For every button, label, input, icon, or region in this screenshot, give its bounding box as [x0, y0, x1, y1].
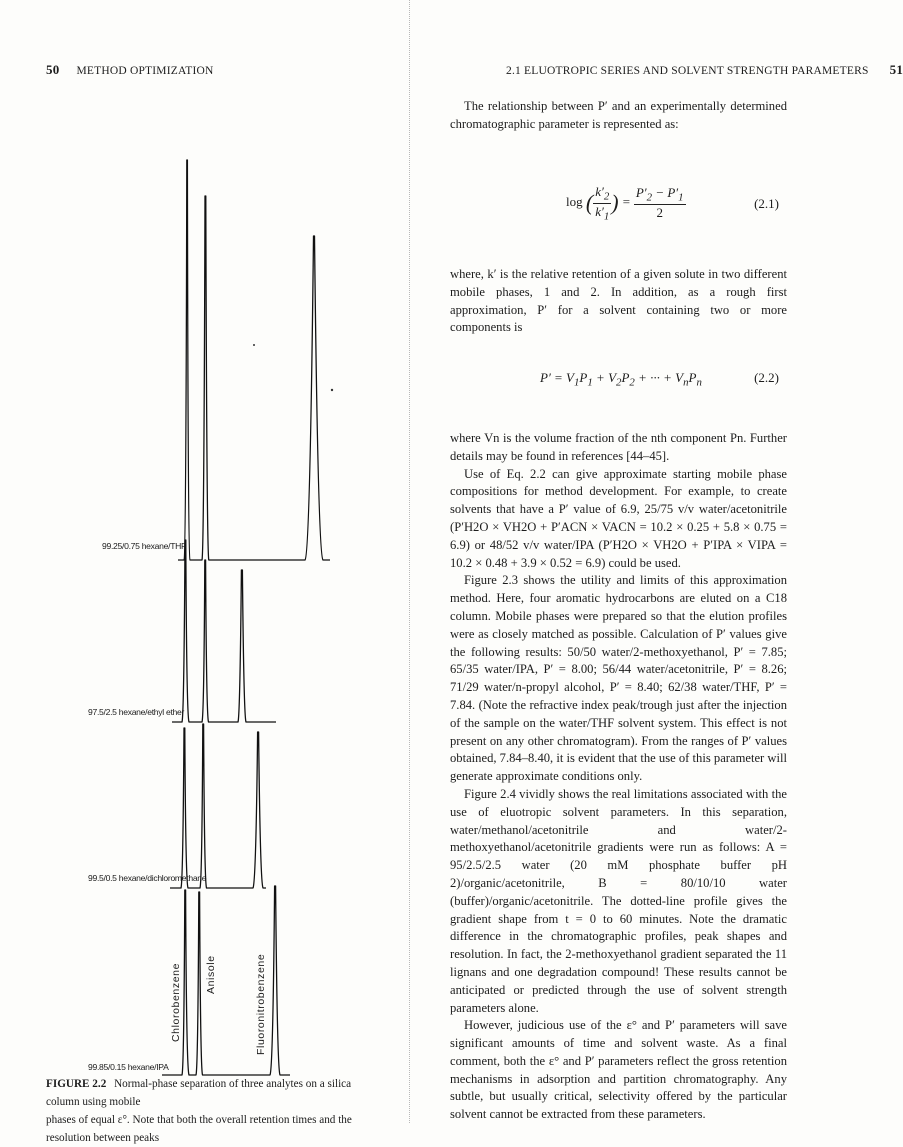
chromatogram-label: 97.5/2.5 hexane/ethyl ether [88, 707, 185, 717]
equation-formula: log ( $\frac{k'_2}{k'_1}$ ) = $\frac{P'_2 - P'_1}{2}$ [566, 184, 684, 223]
speck-mark [331, 389, 333, 391]
equation-formula: $P' = V_1P_1 + V_2P_2$ + ··· + $V_nP_n$ [540, 370, 702, 389]
paragraph: where, k′ is the relative retention of a given solute in two different mobile phases, 1 and 2. In addition, as a rough first approximation, P′ for a solvent containing two or more components is [450, 267, 787, 335]
chromatogram-label: 99.85/0.15 hexane/IPA [88, 1062, 169, 1072]
paragraph: Figure 2.4 vividly shows the real limitations associated with the use of eluotropic solvent parameters. In this separation, water/methanol/acetonitrile and water/2-methoxyethanol/acetonitrile gradients were run as follows: A = 95/2.5/2.5 water (20 mM phosphate buffer pH 2)/organic/acetonitrile, B = 80/10/10 water (buffer)/organic/acetonitrile. The dotted-line profile gives the gradient shape from t = 0 to 60 minutes. Note the dramatic difference in the chromatographic profiles, peak shapes and resolution. In fact, the 2-methoxyethanol gradient separated the 11 lignans and one degradation compound! These results cannot be anticipated or predicted through the use of solvent strength parameters alone. [450, 786, 787, 1015]
equation-number: (2.2) [754, 370, 779, 385]
paragraph: where Vn is the volume fraction of the nth component Pn. Further details may be found in references [44–45]. [450, 431, 787, 463]
page-number-right: 51 [889, 62, 903, 77]
compound-label-chlorobenzene: Chlorobenzene [170, 962, 182, 1042]
paragraph: The relationship between P′ and an experimentally determined chromatographic parameter is represented as: [450, 99, 787, 131]
compound-label-anisole: Anisole [205, 955, 217, 994]
body-column-middle [450, 266, 787, 337]
equation-2-1 [450, 178, 787, 238]
compound-label-fluoronitrobenzene: Fluoronitrobenzene [255, 953, 267, 1055]
body-column-top [450, 98, 787, 134]
page-number-left: 50 [46, 62, 60, 77]
chromatogram-label: 99.5/0.5 hexane/dichloromethane [88, 873, 207, 883]
trace-hexane-thf [178, 160, 330, 560]
paragraph: Figure 2.3 shows the utility and limits of this approximation method. Here, four aromatic hydrocarbons are eluted on a C18 column. Mobile phases were prepared so that the elution profiles were as closely matched as possible. Calculation of P′ values give the following results: 50/50 water/2-methoxyethanol, P′ = 7.85; 65/35 water/IPA, P′ = 8.00; 56/44 water/acetonitrile, P′ = 8.26; 71/29 water/n-propyl alcohol, P′ = 8.40; 62/38 water/THF, P′ = 7.84. (Note the refractive index peak/trough just after the injection of the sample on the water/THF solvent system. This effect is not present on any other chromatogram). From the ranges of P′ values obtained, 7.84–8.40, it is evident that the use of this parameter will generate approximate conditions only. [450, 573, 787, 784]
running-head-right [506, 62, 903, 78]
paragraph: Use of Eq. 2.2 can give approximate starting mobile phase compositions for method development. For example, to create solvents that have a P′ value of 6.9, 25/75 v/v water/acetonitrile (P′H2O × VH2O + P′ACN × VACN = 10.2 × 0.25 + 5.8 × 0.75 = 6.9) or 48/52 v/v water/IPA (P′H2O × VH2O + P′IPA × VIPA = 10.2 × 0.48 + 3.9 × 0.52 = 6.9) could be used. [450, 466, 787, 570]
body-column-bottom [450, 430, 787, 1124]
trace-hexane-dichloromethane [170, 724, 266, 888]
chapter-title: METHOD OPTIMIZATION [76, 65, 214, 77]
speck-mark [253, 344, 255, 346]
paragraph: However, judicious use of the ε° and P′ parameters will save significant amounts of time and solvent waste. As a final comment, both the ε° and P′ parameters reflect the gross retention mechanisms in adsorption and partition chromatography. Any subtle, but usually critical, selectivity offered by the particular solvent cannot be extracted from these parameters. [450, 1018, 787, 1122]
equation-number: (2.1) [754, 196, 779, 211]
figure-caption-line: phases of equal ε°. Note that both the overall retention times and the resolution between peaks [46, 1114, 352, 1144]
equation-2-2 [450, 370, 787, 394]
chromatogram-label: 99.25/0.75 hexane/THF [102, 541, 186, 551]
figure-caption-line: Normal-phase separation of three analytes on a silica column using mobile [46, 1078, 352, 1108]
figure-caption-label: FIGURE 2.2 [46, 1078, 107, 1090]
section-title: 2.1 ELUOTROPIC SERIES AND SOLVENT STRENGTH PARAMETERS [506, 65, 869, 77]
trace-hexane-ethyl-ether [172, 540, 276, 722]
figure-caption [46, 1075, 376, 1147]
